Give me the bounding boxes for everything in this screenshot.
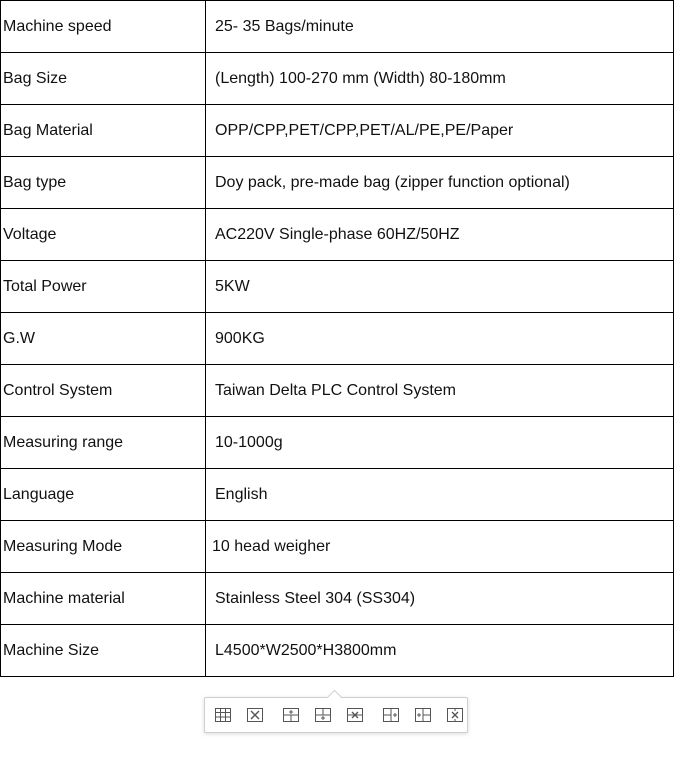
spec-value-cell[interactable]: L4500*W2500*H3800mm: [206, 625, 674, 677]
delete-column-icon: [447, 708, 463, 722]
table-row: [1, 365, 674, 417]
spec-label-cell[interactable]: G.W: [1, 313, 206, 365]
spec-label-cell[interactable]: Bag Material: [1, 105, 206, 157]
spec-value-cell[interactable]: 5KW: [206, 261, 674, 313]
spec-table-body: [1, 1, 674, 677]
toolbar-column-group: [373, 698, 473, 732]
insert-column-left-icon: [383, 708, 399, 722]
table-row: [1, 157, 674, 209]
spec-value-cell[interactable]: 25- 35 Bags/minute: [206, 1, 674, 53]
spec-label-cell[interactable]: Voltage: [1, 209, 206, 261]
spec-label-cell[interactable]: Machine speed: [1, 1, 206, 53]
spec-label-cell[interactable]: Measuring Mode: [1, 521, 206, 573]
spec-label-cell[interactable]: Machine Size: [1, 625, 206, 677]
spec-value-cell[interactable]: English: [206, 469, 674, 521]
spec-label-cell[interactable]: Control System: [1, 365, 206, 417]
table-row: [1, 469, 674, 521]
table-row: [1, 521, 674, 573]
delete-column-button[interactable]: [439, 701, 471, 729]
spec-value-cell[interactable]: AC220V Single-phase 60HZ/50HZ: [206, 209, 674, 261]
spec-value-cell[interactable]: (Length) 100-270 mm (Width) 80-180mm: [206, 53, 674, 105]
table-row: [1, 1, 674, 53]
table-row: [1, 261, 674, 313]
spec-label-cell[interactable]: Machine material: [1, 573, 206, 625]
spec-label-cell[interactable]: Bag type: [1, 157, 206, 209]
table-properties-icon: [215, 708, 231, 722]
table-row: [1, 53, 674, 105]
table-row: [1, 625, 674, 677]
spec-value-cell[interactable]: OPP/CPP,PET/CPP,PET/AL/PE,PE/Paper: [206, 105, 674, 157]
insert-column-right-icon: [415, 708, 431, 722]
spec-label-cell[interactable]: Measuring range: [1, 417, 206, 469]
spec-value-cell[interactable]: 10 head weigher: [206, 521, 674, 573]
spec-value-cell[interactable]: Taiwan Delta PLC Control System: [206, 365, 674, 417]
spec-value-cell[interactable]: 10-1000g: [206, 417, 674, 469]
table-row: [1, 573, 674, 625]
spec-label-cell[interactable]: Language: [1, 469, 206, 521]
table-row: [1, 313, 674, 365]
spec-value-cell[interactable]: Stainless Steel 304 (SS304): [206, 573, 674, 625]
spec-label-cell[interactable]: Total Power: [1, 261, 206, 313]
insert-row-below-icon: [315, 708, 331, 722]
table-toolbar: [204, 697, 468, 733]
toolbar-table-group: [205, 698, 273, 732]
spec-label-cell[interactable]: Bag Size: [1, 53, 206, 105]
table-row: [1, 105, 674, 157]
insert-row-above-icon: [283, 708, 299, 722]
table-row: [1, 209, 674, 261]
table-row: [1, 417, 674, 469]
table-properties-button[interactable]: [207, 701, 239, 729]
delete-row-icon: [347, 708, 363, 722]
delete-table-icon: [247, 708, 263, 722]
insert-column-left-button[interactable]: [375, 701, 407, 729]
spec-value-cell[interactable]: 900KG: [206, 313, 674, 365]
insert-row-above-button[interactable]: [275, 701, 307, 729]
delete-row-button[interactable]: [339, 701, 371, 729]
spec-value-cell[interactable]: Doy pack, pre-made bag (zipper function optional): [206, 157, 674, 209]
delete-table-button[interactable]: [239, 701, 271, 729]
insert-column-right-button[interactable]: [407, 701, 439, 729]
toolbar-row-group: [273, 698, 373, 732]
